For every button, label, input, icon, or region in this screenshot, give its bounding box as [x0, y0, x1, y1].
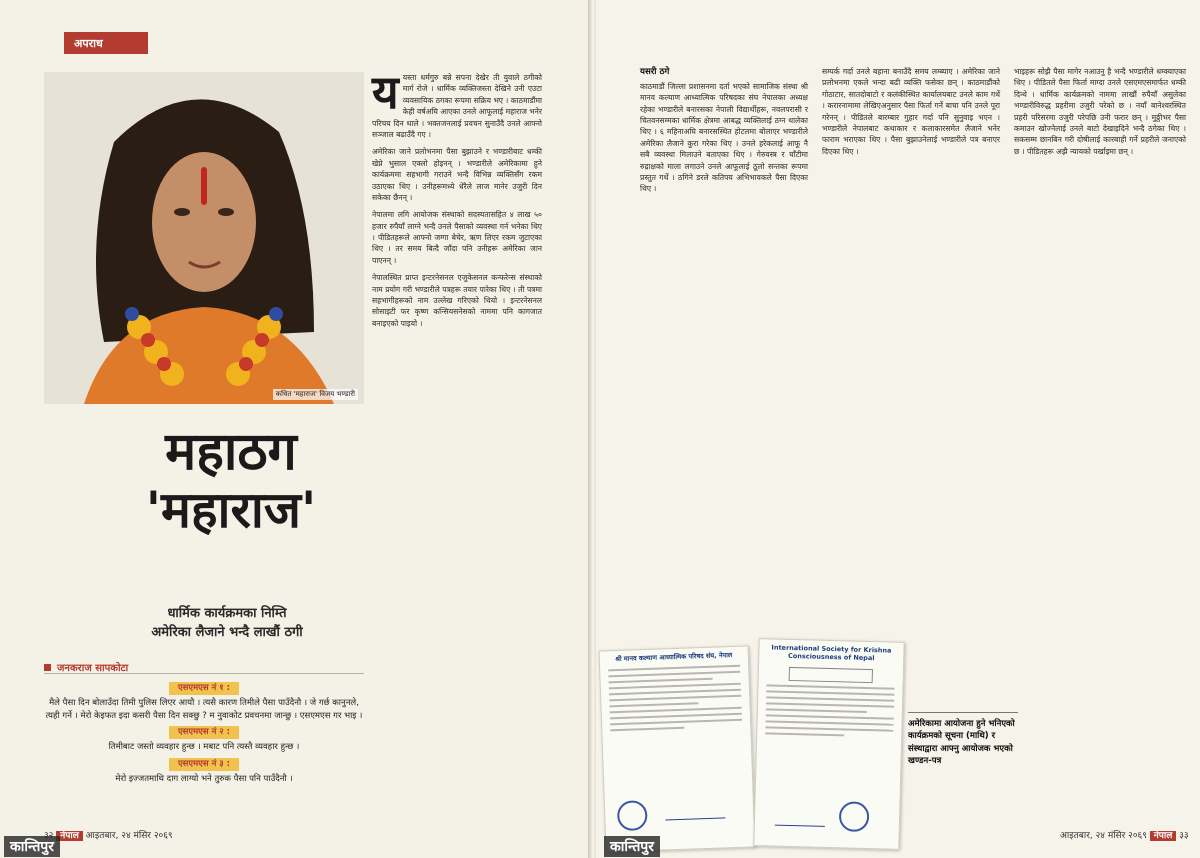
notice-document-title: श्री मानव कल्याण आध्यात्मिक परिषद संघ, नेपाल	[615, 651, 733, 664]
sms-text-3: मेरो इज्जतमाथि दाग लाग्यो भने तुरुक पैसा पनि पाउँदैनौ ।	[115, 773, 293, 784]
article-column-1	[640, 66, 808, 626]
byline	[44, 660, 128, 674]
article-paragraph: नेपालमा लगि आयोजक संस्थाको सदस्यतासहित ४ लाख ५० हजार रुपैयाँ लाग्ने भन्दै उनले पैसाको व्यवस्था गर्न भनेका थिए । पीडितहरूले आफ्नो जग्गा बेचेर, ऋण लिएर रकम जुटाएका थिए । तर समय बित्दै जाँदा पनि उनीहरू अमेरिका जान पाएनन् ।	[372, 210, 542, 265]
sms-label-1: एसएमएस नं १ :	[169, 682, 239, 695]
article-paragraph: भाइहरू सोझै पैसा मागेर नआउनु है भन्दै भण्डारीले धम्क्याएका थिए । पीडितले पैसा फिर्ता माग्दा उनले एसएमएसमार्फत धम्की दिन्थे । धार्मिक कार्यक्रमको नाममा लाखौं रुपैयाँ असुलेका भण्डारीविरुद्ध प्रहरीमा उजुरी परेको छ । नयाँ बानेश्वरस्थित प्रहरी परिसरमा उजुरी परेपछि उनी फरार छन् । मुठ्ठीभर पैसा कमाउन खोज्नेलाई उनले बाटो देखाइदिने भन्दै ठगेका थिए । सकसम्म छानबिन गरी दोषीलाई कारबाही गर्ने प्रहरीले जनाएको छ । पीडितहरू अझै न्यायको पर्खाइमा छन् ।	[1014, 67, 1186, 156]
signature	[665, 817, 725, 820]
article-column-2	[822, 66, 1000, 706]
sms-text-1: मैले पैसा दिन बोलाउँदा तिमी पुलिस लिएर आयौ । त्यसै कारण तिमीले पैसा पाउँदैनौ । जे गर्छ कानुनले, त्यही गर्ने । मेरो केइफत इदा कसरी पैसा दिन सक्छु ? म नुवाकोट प्रवचनमा जान्छु । एसएमएस गर भाइ ।	[45, 697, 363, 721]
publisher-watermark: कान्तिपुर	[4, 836, 60, 857]
sms-text-2: तिमीबाट जस्तो व्यवहार हुन्छ । मबाट पनि त्यस्तै व्यवहार हुन्छ ।	[108, 742, 300, 752]
article-column-3	[1014, 66, 1186, 826]
page-number: ३३	[1179, 831, 1189, 841]
seal-icon	[839, 801, 870, 832]
headline-line-2: 'महाराज'	[145, 479, 317, 539]
folio-left	[44, 828, 173, 841]
image-callout: अमेरिकामा आयोजना हुने भनिएको कार्यक्रमको सूचना (माथि) र संस्थाद्वारा आफ्नु आयोजक भएको खण्डन-पत्र	[908, 719, 1015, 766]
headline-line-1: महाठग	[165, 421, 297, 482]
left-page	[0, 0, 590, 858]
notice-document	[599, 645, 756, 852]
dropcap: य	[372, 65, 399, 119]
brand-label: नेपाल	[1150, 831, 1177, 841]
brand-label: नेपाल	[56, 831, 83, 841]
sms-quotes	[44, 678, 364, 824]
article-paragraph: नेपालस्थित प्राप्त इन्टरनेसनल एजुकेसनल कन्फरेन्स संस्थाको नाम प्रयोग गरी भण्डारीले पत्रहरू तयार पारेका थिए । ती पत्रमा सहभागीहरूको नाम उल्लेख गरिएको थियो । इन्टरनेसनल सोसाइटी फर कृष्ण कन्सियसनेसको नाममा पनि कागजात बनाइएको पाइयो ।	[372, 273, 542, 328]
byline-author: जनकराज सापकोटा	[57, 663, 129, 674]
photo-caption: कथित 'महाराज' विजय भण्डारी	[273, 389, 358, 400]
signature	[775, 825, 825, 827]
folio-right	[1060, 828, 1189, 841]
callout-divider	[908, 712, 1018, 713]
article-paragraph: यस्ता धर्मगुरु बन्ने सपना देखेर ती युवाले ठगीको मार्ग रोजे । धार्मिक व्यक्तिजस्ता देखिने उनी एउटा व्यवसायिक ठगका रूपमा सक्रिय भए । काठमाडौंमा केही वर्षअघि आएका उनले आफूलाई महाराज भनेर परिचय दिन थाले । भक्तजनलाई प्रवचन सुनाउँदै उनले आफ्नो सञ्जाल बढाउँदै गए ।	[372, 73, 542, 139]
disclaimer-letter-title: International Society for Krishna Consciousness of Nepal	[771, 643, 892, 663]
article-paragraph: काठमाडौं जिल्ला प्रशासनमा दर्ता भएको सामाजिक संस्था श्री मानव कल्याण आध्यात्मिक परिषदका संघ नेपालका अध्यक्ष रहेका भण्डारीले बनारसका नेपाली विद्यार्थीहरू, नवलपरासी र चितवनसम्मका धार्मिक क्षेत्रमा आबद्ध व्यक्तिलाई ठग्न थालेका थिए । ६ महिनाअघि बनारसस्थित होटलमा बोलाएर भण्डारीले अमेरिका लैजाने कुरा गरेका थिए । उनले हरेकलाई आफू नै सबै व्यवस्था मिलाउने बताएका थिए । गेरुवस्त्र र घाँटीमा रुद्राक्षको माला लगाउने उनले आफूलाई ठूलो सन्तका रूपमा प्रस्तुत गर्थे । ठगिने डरले कतिपय अभिभावकले पैसा दिएका थिए ।	[640, 81, 808, 194]
issue-date: आइतबार, २४ मंसिर २०६९	[1060, 831, 1147, 841]
sms-label-3: एसएमएस नं ३ :	[169, 758, 239, 771]
section-tag: अपराध	[64, 32, 148, 54]
seal-icon	[617, 800, 648, 831]
issue-date: आइतबार, २४ मंसिर २०६९	[85, 831, 173, 841]
subheadline	[112, 605, 342, 643]
subheadline-line-1: धार्मिक कार्यक्रमका निम्ति	[167, 606, 287, 621]
byline-marker	[44, 664, 51, 671]
article-paragraph: सम्पर्क गर्दा उनले बहाना बनाउँदै समय लम्ब्याए । अमेरिका जाने प्रलोभनमा एकले भन्दा बढी व्यक्ति फसेका छन् । काठमाडौंको गोठाटार, सातदोबाटो र कलंकीस्थित कार्यालयबाट उनले काम गर्थे । करारनामामा लेखिएअनुसार पैसा फिर्ता गर्ने बाचा पनि उनले पूरा गरेनन् । पीडितले बारम्बार गुहार गर्दा पनि सुनुवाइ भएन । भण्डारीले नेपालबाट कथाकार र कलाकारसमेत लैजाने भनेर फाराम भराएका थिए । पैसा बुझाउनेलाई भण्डारीले पत्र बनाएर दिएका थिए ।	[822, 67, 1000, 156]
headline	[96, 421, 366, 539]
article-column-left	[372, 65, 542, 822]
article-paragraph: अमेरिका जाने प्रलोभनमा पैसा बुझाउने र भण्डारीबाट धम्की खेप्ने भुसाल एक्लो होइनन् । भण्डारीले अमेरिकामा हुने कार्यक्रममा सहभागी गराउने भन्दै विभिन्न व्यक्तिसँग रकम उठाएका थिए । उनीहरूमध्ये धेरैले लाज मानेर उजुरी दिन सकेका छैनन् ।	[372, 147, 542, 202]
portrait-illustration	[44, 72, 364, 404]
sms-label-2: एसएमएस नं २ :	[169, 726, 239, 739]
portrait-photo	[44, 72, 364, 404]
disclaimer-letter	[753, 638, 904, 850]
subheadline-line-2: अमेरिका लैजाने भन्दै लाखौं ठगी	[151, 624, 303, 640]
byline-divider	[44, 673, 364, 674]
section-subhead: यसरी ठगे	[640, 67, 670, 77]
publisher-watermark: कान्तिपुर	[604, 836, 660, 857]
